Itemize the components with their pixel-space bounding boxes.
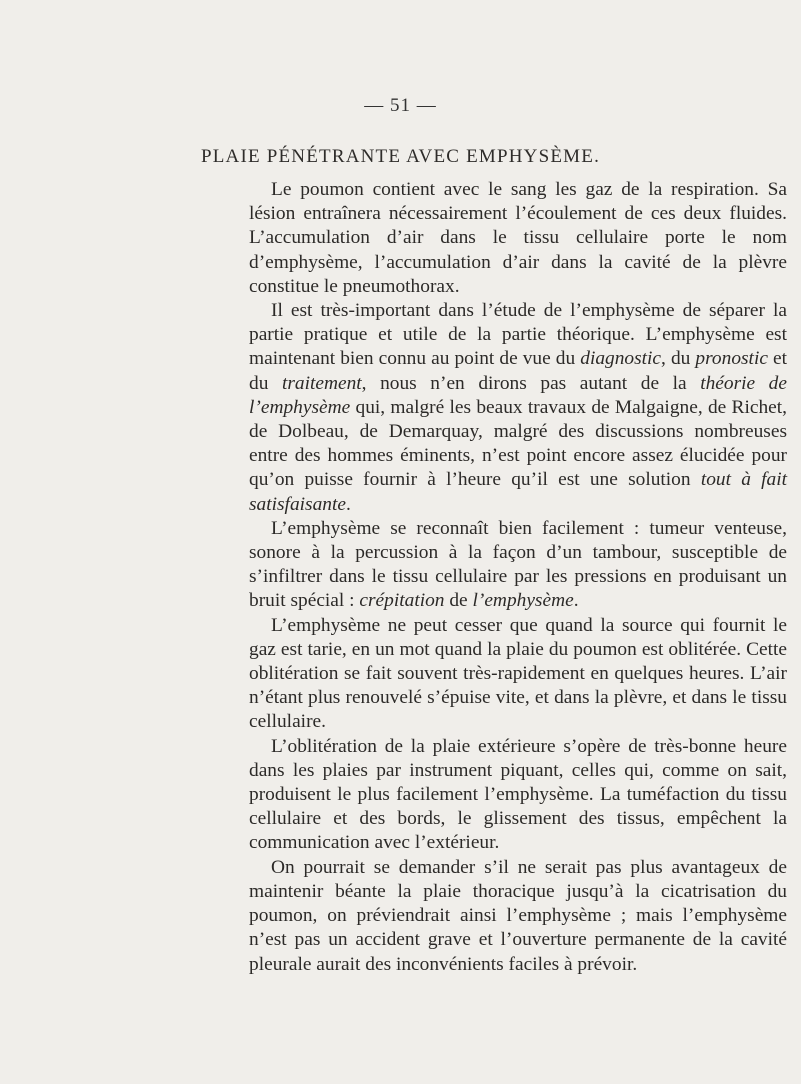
italic-term: l’emphysème: [472, 590, 574, 612]
section-title: PLAIE PÉNÉTRANTE AVEC EMPHYSÈME.: [200, 146, 601, 167]
text-run: L’emphysème se reconnaît bien facilement : tumeur venteuse, sonore à la percussion à la façon d’un tambour, susceptible de s’infiltrer dans le tissu cellulaire par les pressions en produisant un bruit spécial :: [249, 517, 787, 612]
text-run: Il est très-important dans l’étude de l’emphysème de séparer la partie pratique et utile de la partie théorique. L’emphysème est maintenant bien connu au point de vue du: [249, 300, 787, 370]
text-run: et du: [249, 348, 788, 394]
italic-term: diagnostic: [580, 348, 662, 370]
paragraph: [249, 614, 787, 735]
text-run: , nous n’en dirons pas autant de la: [361, 372, 701, 394]
body-text: [249, 178, 787, 977]
italic-term: traitement: [281, 372, 362, 394]
text-run: L’emphysème ne peut cesser que quand la source qui fournit le gaz est tarie, en un mot quand la plaie du poumon est oblitérée. Cette oblitération se fait souvent très-rapidement en quelques heures. L’air n’étant plus renouvelé s’épuise vite, et dans la plèvre, et dans le tissu cellulaire.: [249, 614, 787, 733]
paragraph: [249, 856, 787, 977]
italic-term: théorie de l’emphysème: [249, 372, 787, 418]
text-run: On pourrait se demander s’il ne serait pas plus avantageux de maintenir béante la plaie thoracique jusqu’à la cicatrisation du poumon, on préviendrait ainsi l’emphysème ; mais l’emphysème n’est pas un accident grave et l’ouverture permanente de la cavité pleurale aurait des inconvénients faciles à prévoir.: [249, 856, 787, 975]
paragraph: [249, 178, 787, 299]
text-run: L’oblitération de la plaie extérieure s’opère de très-bonne heure dans les plaies par instrument piquant, celles qui, comme on sait, produisent le plus facilement l’emphysème. La tuméfaction du tissu cellulaire et des bords, le glissement des tissus, empêchent la communication avec l’extérieur.: [249, 735, 787, 854]
italic-term: tout à fait satisfaisante: [249, 469, 787, 515]
text-run: .: [573, 590, 579, 612]
text-run: Le poumon contient avec le sang les gaz de la respiration. Sa lésion entraînera nécessairement l’écoulement de ces deux fluides. L’accumulation d’air dans le tissu cellulaire porte le nom d’emphysème, l’accumulation d’air dans la cavité de la plèvre constitue le pneumothorax.: [249, 179, 787, 297]
paragraph: [249, 299, 787, 517]
text-run: de: [444, 590, 473, 612]
paragraph: [249, 735, 787, 856]
paragraph: [249, 517, 787, 614]
page-number: — 51 —: [364, 95, 437, 116]
text-run: , du: [661, 348, 696, 370]
italic-term: pronostic: [695, 348, 768, 370]
text-run: .: [345, 493, 351, 515]
italic-term: crépitation: [359, 590, 445, 612]
text-run: qui, malgré les beaux travaux de Malgaigne, de Richet, de Dolbeau, de Demarquay, malgré des discussions nombreuses entre des hommes éminents, n’est point encore assez élucidée pour qu’on puisse fournir à l’heure qu’il est une solution: [249, 396, 787, 491]
